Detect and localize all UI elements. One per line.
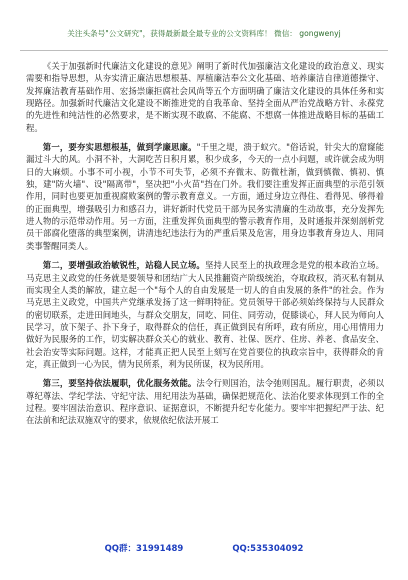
page-header bbox=[20, 22, 388, 51]
paragraph-lead: 第三，要坚持依法履职，优化服务效能。 bbox=[42, 378, 197, 389]
paragraph-third-point bbox=[26, 377, 384, 426]
paragraph-second-point bbox=[26, 259, 384, 370]
paragraph-intro bbox=[26, 60, 384, 134]
paragraph-text: 坚持人民至上的执政理念是党的根本政治立场。马克思主义政党的任务就是要领导和团结广大人民推翻资产阶级统治，夺取政权，消灭私有制从而实现全人类的解放，建立起一个"每个人的自由发展是一切人的自由发展的条件"的社会。作为马克思主义政党，中国共产党继承发扬了这一鲜明特征。党员领导干部必须始终保持与人民群众的密切联系，走进田间地头，与群众交朋友，同吃、同住、同劳动，促膝谈心，拜人民为师向人民学习，放下架子、扑下身子，取得群众的信任，真正做到民有所呼，政有所应，用心用情用力做好为民服务的工作，切实解决群众关心的就业、教育、社保、医疗、住房、养老、食品安全、社会治安等实际问题。这样，才能真正把人民至上刻写在党首要位的执政宗旨中，获得群众的肯定，真正做到一心为民，情为民所系，利为民所谋，权为民所用。 bbox=[26, 260, 385, 369]
document-body bbox=[26, 60, 384, 434]
footer-qq-group: QQ群：31991489 bbox=[104, 544, 184, 554]
paragraph-text: 《关于加强新时代廉洁文化建设的意见》阐明了新时代加强廉洁文化建设的政治意义、现实需要和指导思想，从夯实清正廉洁思想根基、厚植廉洁奉公文化基础、培养廉洁自律道德操守、发挥廉洁教育基础作用、宏扬崇廉拒腐社会风尚等五个方面明确了廉洁文化建设的具体任务和实现路径。加强新时代廉洁文化建设不断推进党的自我革命、坚持全面从严治党战略方针、永葆党的先进性和纯洁性的必然要求，是不断实现不敢腐、不能腐、不想腐一体推进战略目标的基础工程。 bbox=[26, 61, 384, 133]
paragraph-text: "千里之堤，溃于蚁穴。"俗话说，针尖大的窟窿能漏过斗大的风。小洞不补，大洞吃苦日积月累，积少成多，今天的一点小问题，或许就会成为明日的大麻烦。小事不可小视，小节不可失节，必须不弃微末、防微杜渐，做到慎微、慎初、慎独，建"防火墙"、设"隔离带"，坚决把"小火苗"挡在门外。我们要注重发挥正面典型的示范引领作用，同时也要更加重视腐败案例的警示教育意义。一方面，通过身边立得住、看得见、够得着的正面典型，增强吸引力和感召力，讲好新时代党员干部为民务实清廉的生动故事，充分发挥先进人物的示范带动作用。另一方面，注重发挥负面典型的警示教育作用，及时通报并深刻剖析党员干部腐化堕落的典型案例，讲清违纪违法行为的严重后果及危害，用身边事教育身边人、用同类事警醒同类人。 bbox=[26, 142, 384, 251]
paragraph-text: 法令行则国治，法令弛则国乱。履行职责，必须以尊纪尊法、学纪学法、守纪守法、用纪用法为基础，确保把规范化、法治化要求体现到工作的全过程。要牢固法治意识、程序意识、证据意识，不断提升纪专化能力。要牢牢把握纪严于法、纪在法前和纪法双施双守的要求，依规依纪依法开展工 bbox=[26, 378, 385, 426]
paragraph-lead: 第二，要增强政治敏锐性，站稳人民立场。 bbox=[42, 260, 205, 271]
paragraph-first-point bbox=[26, 141, 384, 252]
footer-qq: QQ:535304092 bbox=[232, 544, 304, 554]
page-footer bbox=[0, 542, 408, 554]
paragraph-lead: 第一，要夯实思想根基，做到学廉思廉。 bbox=[42, 142, 197, 153]
header-notice: 关注头条号"公文研究"，获得最新最全最专业的公文资料库！ 微信： gongwenyj bbox=[67, 29, 341, 38]
